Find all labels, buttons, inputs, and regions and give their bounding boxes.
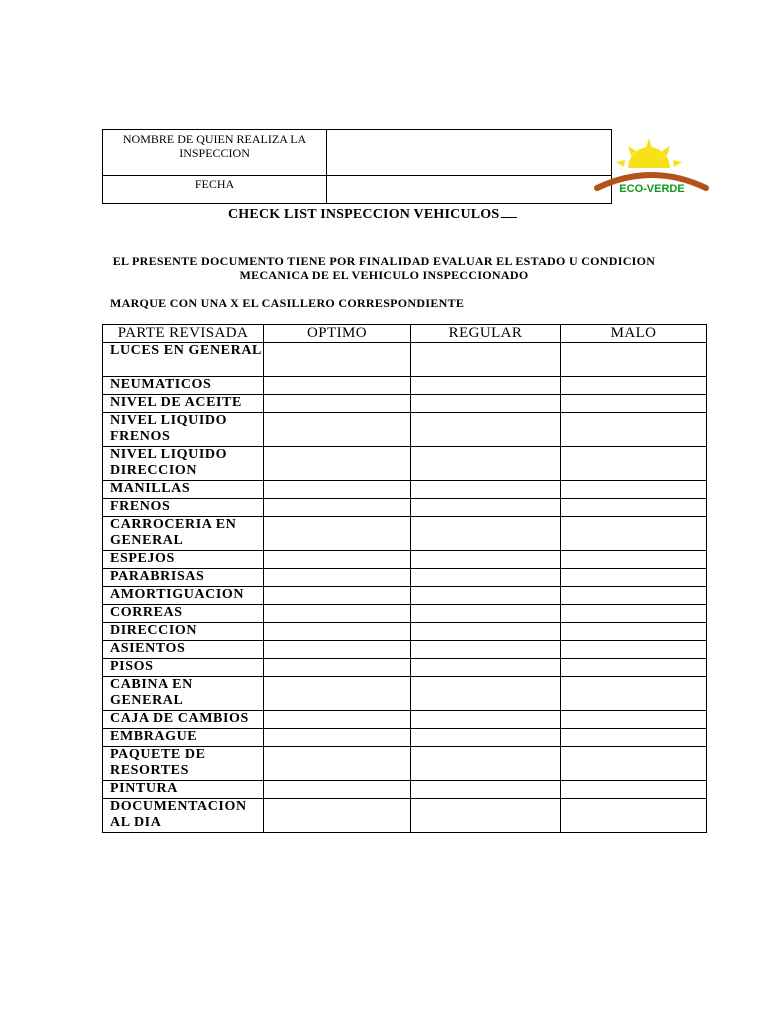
checkbox-cell-malo[interactable] (561, 395, 707, 413)
checkbox-cell-optimo[interactable] (264, 711, 411, 729)
checkbox-cell-regular[interactable] (411, 747, 561, 781)
header-regular: REGULAR (411, 325, 561, 343)
checklist-row (103, 343, 707, 377)
checkbox-cell-malo[interactable] (561, 677, 707, 711)
checkbox-cell-optimo[interactable] (264, 605, 411, 623)
checkbox-cell-regular[interactable] (411, 377, 561, 395)
part-name: CAJA DE CAMBIOS (103, 711, 264, 729)
checkbox-cell-malo[interactable] (561, 641, 707, 659)
document-title: CHECK LIST INSPECCION VEHICULOS (228, 205, 517, 223)
checkbox-cell-regular[interactable] (411, 499, 561, 517)
checkbox-cell-optimo[interactable] (264, 499, 411, 517)
checkbox-cell-regular[interactable] (411, 569, 561, 587)
part-name: MANILLAS (103, 481, 264, 499)
checklist-table (102, 324, 707, 833)
checkbox-cell-regular[interactable] (411, 711, 561, 729)
checkbox-cell-regular[interactable] (411, 677, 561, 711)
checkbox-cell-optimo[interactable] (264, 551, 411, 569)
checklist-row (103, 551, 707, 569)
checklist-row (103, 481, 707, 499)
part-name: CABINA EN GENERAL (103, 677, 264, 711)
checkbox-cell-optimo[interactable] (264, 781, 411, 799)
date-label: FECHA (103, 175, 327, 203)
checkbox-cell-regular[interactable] (411, 623, 561, 641)
part-name: EMBRAGUE (103, 729, 264, 747)
logo-text: ECO-VERDE (619, 183, 685, 195)
checkbox-cell-malo[interactable] (561, 623, 707, 641)
part-name: PARABRISAS (103, 569, 264, 587)
checklist-row (103, 781, 707, 799)
checklist-header-row (103, 325, 707, 343)
intro-text: EL PRESENTE DOCUMENTO TIENE POR FINALIDAD EVALUAR EL ESTADO U CONDICION MECANICA DE EL VEHICULO INSPECCIONADO (112, 254, 656, 282)
checklist-row (103, 623, 707, 641)
checklist-row (103, 605, 707, 623)
part-name: NIVEL LIQUIDO DIRECCION (103, 447, 264, 481)
checklist-row (103, 517, 707, 551)
checkbox-cell-regular[interactable] (411, 517, 561, 551)
checkbox-cell-optimo[interactable] (264, 799, 411, 833)
checklist-row (103, 377, 707, 395)
checkbox-cell-malo[interactable] (561, 781, 707, 799)
instruction-text: MARQUE CON UNA X EL CASILLERO CORRESPONDIENTE (110, 296, 465, 310)
part-name: DOCUMENTACION AL DIA (103, 799, 264, 833)
checkbox-cell-malo[interactable] (561, 377, 707, 395)
part-name: CARROCERIA EN GENERAL (103, 517, 264, 551)
checkbox-cell-malo[interactable] (561, 747, 707, 781)
checkbox-cell-optimo[interactable] (264, 395, 411, 413)
part-name: FRENOS (103, 499, 264, 517)
checkbox-cell-regular[interactable] (411, 413, 561, 447)
checkbox-cell-regular[interactable] (411, 781, 561, 799)
checklist-row (103, 413, 707, 447)
part-name: LUCES EN GENERAL (103, 343, 264, 377)
checkbox-cell-malo[interactable] (561, 729, 707, 747)
checkbox-cell-optimo[interactable] (264, 343, 411, 377)
checklist-row (103, 569, 707, 587)
checkbox-cell-regular[interactable] (411, 641, 561, 659)
checkbox-cell-optimo[interactable] (264, 677, 411, 711)
checkbox-cell-optimo[interactable] (264, 659, 411, 677)
checkbox-cell-regular[interactable] (411, 551, 561, 569)
part-name: NIVEL DE ACEITE (103, 395, 264, 413)
checkbox-cell-malo[interactable] (561, 447, 707, 481)
checkbox-cell-optimo[interactable] (264, 623, 411, 641)
checkbox-cell-regular[interactable] (411, 605, 561, 623)
header-malo: MALO (561, 325, 707, 343)
checkbox-cell-malo[interactable] (561, 343, 707, 377)
checkbox-cell-regular[interactable] (411, 799, 561, 833)
checkbox-cell-malo[interactable] (561, 799, 707, 833)
part-name: CORREAS (103, 605, 264, 623)
part-name: AMORTIGUACION (103, 587, 264, 605)
checkbox-cell-malo[interactable] (561, 587, 707, 605)
checkbox-cell-malo[interactable] (561, 659, 707, 677)
part-name: PISOS (103, 659, 264, 677)
checkbox-cell-regular[interactable] (411, 587, 561, 605)
checkbox-cell-optimo[interactable] (264, 413, 411, 447)
checkbox-cell-malo[interactable] (561, 551, 707, 569)
checkbox-cell-optimo[interactable] (264, 517, 411, 551)
checkbox-cell-optimo[interactable] (264, 747, 411, 781)
sun-icon (616, 138, 682, 168)
checkbox-cell-malo[interactable] (561, 413, 707, 447)
checkbox-cell-regular[interactable] (411, 659, 561, 677)
checklist-row (103, 587, 707, 605)
part-name: PINTURA (103, 781, 264, 799)
checkbox-cell-regular[interactable] (411, 481, 561, 499)
checklist-row (103, 395, 707, 413)
checkbox-cell-optimo[interactable] (264, 377, 411, 395)
date-field[interactable] (327, 175, 612, 203)
checklist-row (103, 747, 707, 781)
checklist-row (103, 641, 707, 659)
part-name: DIRECCION (103, 623, 264, 641)
checkbox-cell-regular[interactable] (411, 395, 561, 413)
part-name: NIVEL LIQUIDO FRENOS (103, 413, 264, 447)
checkbox-cell-malo[interactable] (561, 499, 707, 517)
checkbox-cell-regular[interactable] (411, 447, 561, 481)
checkbox-cell-malo[interactable] (561, 605, 707, 623)
checkbox-cell-malo[interactable] (561, 481, 707, 499)
checkbox-cell-optimo[interactable] (264, 447, 411, 481)
header-optimo: OPTIMO (264, 325, 411, 343)
checkbox-cell-regular[interactable] (411, 343, 561, 377)
checkbox-cell-optimo[interactable] (264, 587, 411, 605)
checklist-row (103, 711, 707, 729)
part-name: ESPEJOS (103, 551, 264, 569)
checkbox-cell-malo[interactable] (561, 517, 707, 551)
checkbox-cell-malo[interactable] (561, 711, 707, 729)
checklist-row (103, 499, 707, 517)
inspector-name-label: NOMBRE DE QUIEN REALIZA LA INSPECCION (103, 130, 327, 176)
checklist-row (103, 659, 707, 677)
checkbox-cell-optimo[interactable] (264, 729, 411, 747)
checkbox-cell-optimo[interactable] (264, 641, 411, 659)
checkbox-cell-optimo[interactable] (264, 569, 411, 587)
inspector-name-field[interactable] (327, 130, 612, 176)
checklist-row (103, 677, 707, 711)
checkbox-cell-regular[interactable] (411, 729, 561, 747)
checkbox-cell-malo[interactable] (561, 569, 707, 587)
checklist-row (103, 447, 707, 481)
checkbox-cell-optimo[interactable] (264, 481, 411, 499)
checklist-row (103, 729, 707, 747)
header-part: PARTE REVISADA (103, 325, 264, 343)
checklist-row (103, 799, 707, 833)
part-name: NEUMATICOS (103, 377, 264, 395)
part-name: PAQUETE DE RESORTES (103, 747, 264, 781)
part-name: ASIENTOS (103, 641, 264, 659)
